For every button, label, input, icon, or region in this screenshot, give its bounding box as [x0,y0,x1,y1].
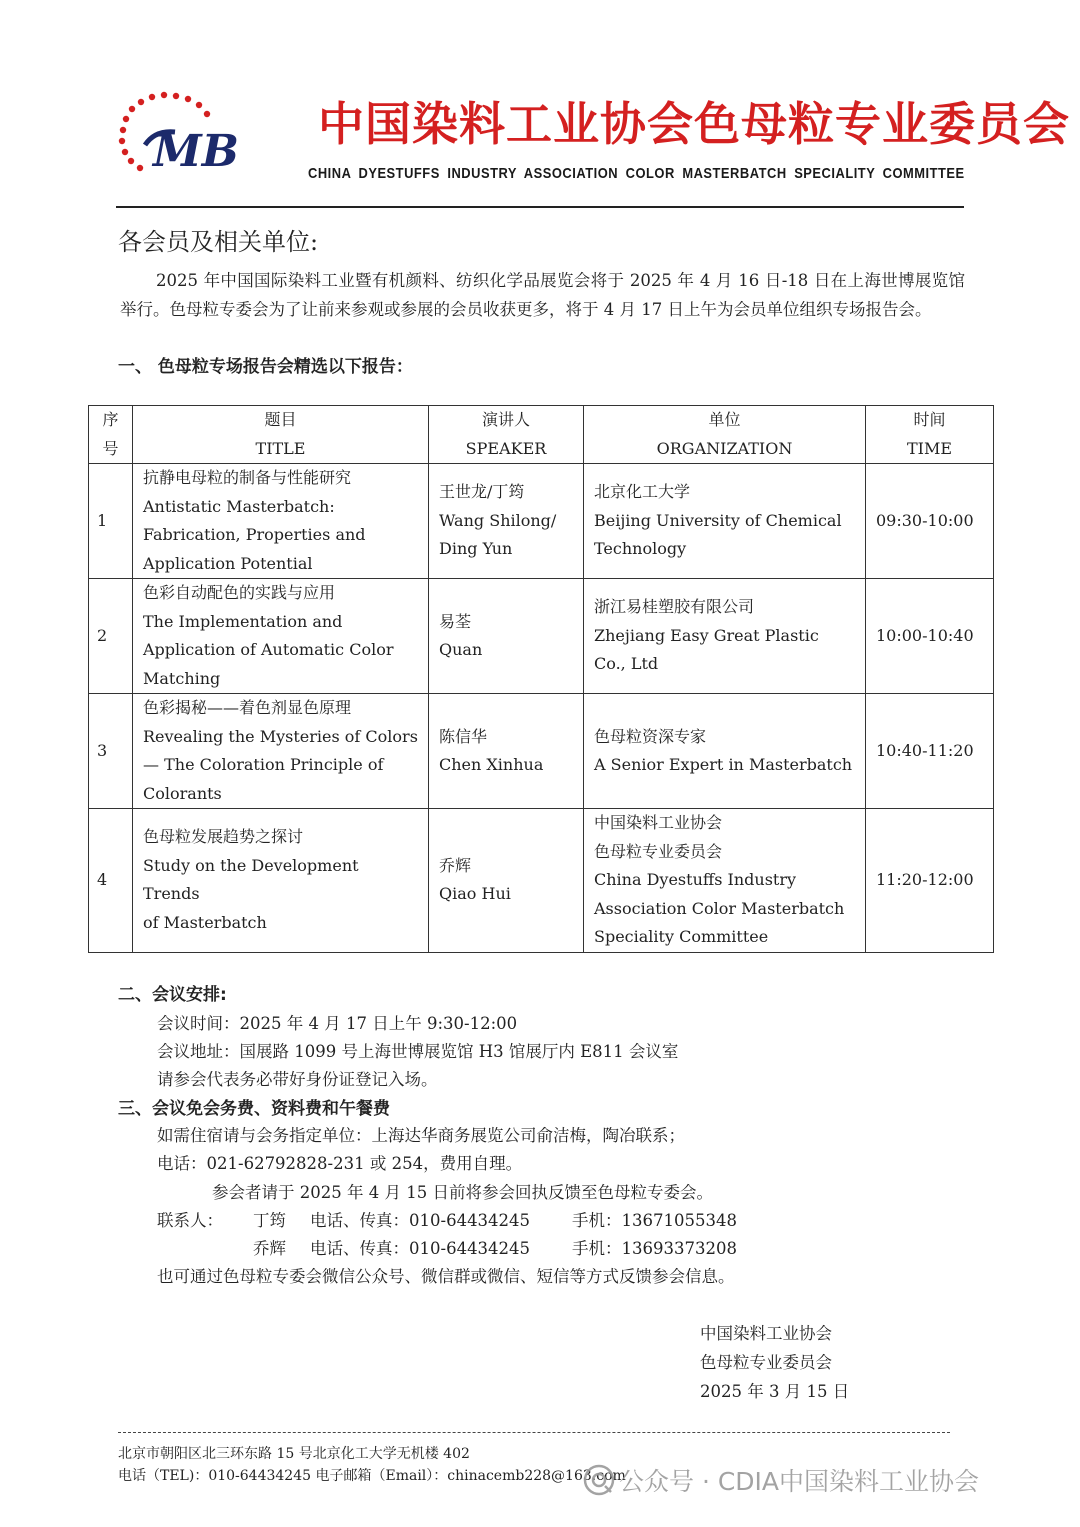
report-schedule-table [88,405,994,953]
row-no: 1 [89,464,133,579]
section-1-heading: 一、 色母粒专场报告会精选以下报告： [118,357,413,377]
table-row [89,464,994,579]
section-3-heading: 三、会议免会务费、资料费和午餐费 [118,1099,390,1119]
lodging-phone: 电话：021-62792828-231 或 254，费用自理。 [157,1154,523,1173]
watermark-text: 公众号 · CDIA中国染料工业协会 [619,1467,980,1496]
row-time: 10:40-11:20 [866,694,994,809]
other-feedback-channels: 也可通过色母粒专委会微信公众号、微信群或微信、短信等方式反馈参会信息。 [157,1267,735,1286]
table-row [89,809,994,953]
row-speaker: 乔辉 Qiao Hui [429,809,584,953]
row-title: 色彩揭秘——着色剂显色原理 Revealing the Mysteries of Colors — The Coloration Principle of Colorants [133,694,429,809]
signature-org: 中国染料工业协会 [700,1324,832,1343]
row-time: 11:20-12:00 [866,809,994,953]
header-speaker: 演讲人 SPEAKER [429,406,584,464]
row-organization: 北京化工大学 Beijing University of Chemical Technology [584,464,866,579]
row-title: 色彩自动配色的实践与应用 The Implementation and Application of Automatic Color Matching [133,579,429,694]
logo-text: MB [153,126,239,175]
table-row [89,579,994,694]
row-time: 09:30-10:00 [866,464,994,579]
footer-address: 北京市朝阳区北三环东路 15 号北京化工大学无机楼 402 [118,1446,470,1462]
salutation: 各会员及相关单位: [118,228,319,256]
logo [115,90,275,175]
row-organization: 浙江易桂塑胶有限公司 Zhejiang Easy Great Plastic Co., Ltd [584,579,866,694]
contact-name: 丁筠 [253,1211,286,1230]
header-divider [116,206,964,208]
section-2-heading: 二、会议安排: [118,985,227,1005]
table-row [89,694,994,809]
wechat-icon [583,1464,615,1496]
id-notice: 请参会代表务必带好身份证登记入场。 [157,1070,438,1089]
contact-tel: 电话、传真：010-64434245 [310,1211,531,1230]
row-title: 色母粒发展趋势之探讨 Study on the Development Trends of Masterbatch [133,809,429,953]
contact-label: 联系人： [157,1211,223,1230]
row-speaker: 陈信华 Chen Xinhua [429,694,584,809]
row-organization: 中国染料工业协会 色母粒专业委员会 China Dyestuffs Industry Association Color Masterbatch Speciality Committee [584,809,866,953]
header-no: 序 号 [89,406,133,464]
row-no: 4 [89,809,133,953]
contact-mobile: 手机：13671055348 [572,1211,737,1230]
lodging-info: 如需住宿请与会务指定单位：上海达华商务展览公司俞洁梅，陶冶联系； [157,1126,685,1145]
committee-title-en: CHINA DYESTUFFS INDUSTRY ASSOCIATION COLOR MASTERBATCH SPECIALITY COMMITTEE [308,165,965,182]
row-speaker: 王世龙/丁筠 Wang Shilong/ Ding Yun [429,464,584,579]
header-time: 时间 TIME [866,406,994,464]
meeting-time: 会议时间：2025 年 4 月 17 日上午 9:30-12:00 [157,1014,518,1033]
contact-mobile: 手机：13693373208 [572,1239,737,1258]
row-organization: 色母粒资深专家 A Senior Expert in Masterbatch [584,694,866,809]
wechat-watermark [583,1462,979,1498]
header-organization: 单位 ORGANIZATION [584,406,866,464]
table-header-row [89,406,994,464]
row-speaker: 易荃 Quan [429,579,584,694]
row-time: 10:00-10:40 [866,579,994,694]
committee-title-cn: 中国染料工业协会色母粒专业委员会 [318,97,1070,151]
signature-committee: 色母粒专业委员会 [700,1353,832,1372]
contact-name: 乔辉 [253,1239,286,1258]
row-title: 抗静电母粒的制备与性能研究 Antistatic Masterbatch: Fabrication, Properties and Application Potential [133,464,429,579]
signature-date: 2025 年 3 月 15 日 [700,1382,850,1401]
row-no: 2 [89,579,133,694]
footer-divider [118,1432,950,1433]
feedback-deadline: 参会者请于 2025 年 4 月 15 日前将参会回执反馈至色母粒专委会。 [212,1183,713,1202]
contact-tel: 电话、传真：010-64434245 [310,1239,531,1258]
footer-contact: 电话（TEL)：010-64434245 电子邮箱（Email）：chinacemb228@163.com [118,1468,626,1484]
intro-paragraph: 2025 年中国国际染料工业暨有机颜料、纺织化学品展览会将于 2025 年 4 月 16 日-18 日在上海世博展览馆举行。色母粒专委会为了让前来参观或参展的会员收获更多，将于 4 月 17 日上午为会员单位组织专场报告会。 [120,271,965,319]
row-no: 3 [89,694,133,809]
header-title: 题目 TITLE [133,406,429,464]
meeting-venue: 会议地址：国展路 1099 号上海世博展览馆 H3 馆展厅内 E811 会议室 [157,1042,679,1061]
